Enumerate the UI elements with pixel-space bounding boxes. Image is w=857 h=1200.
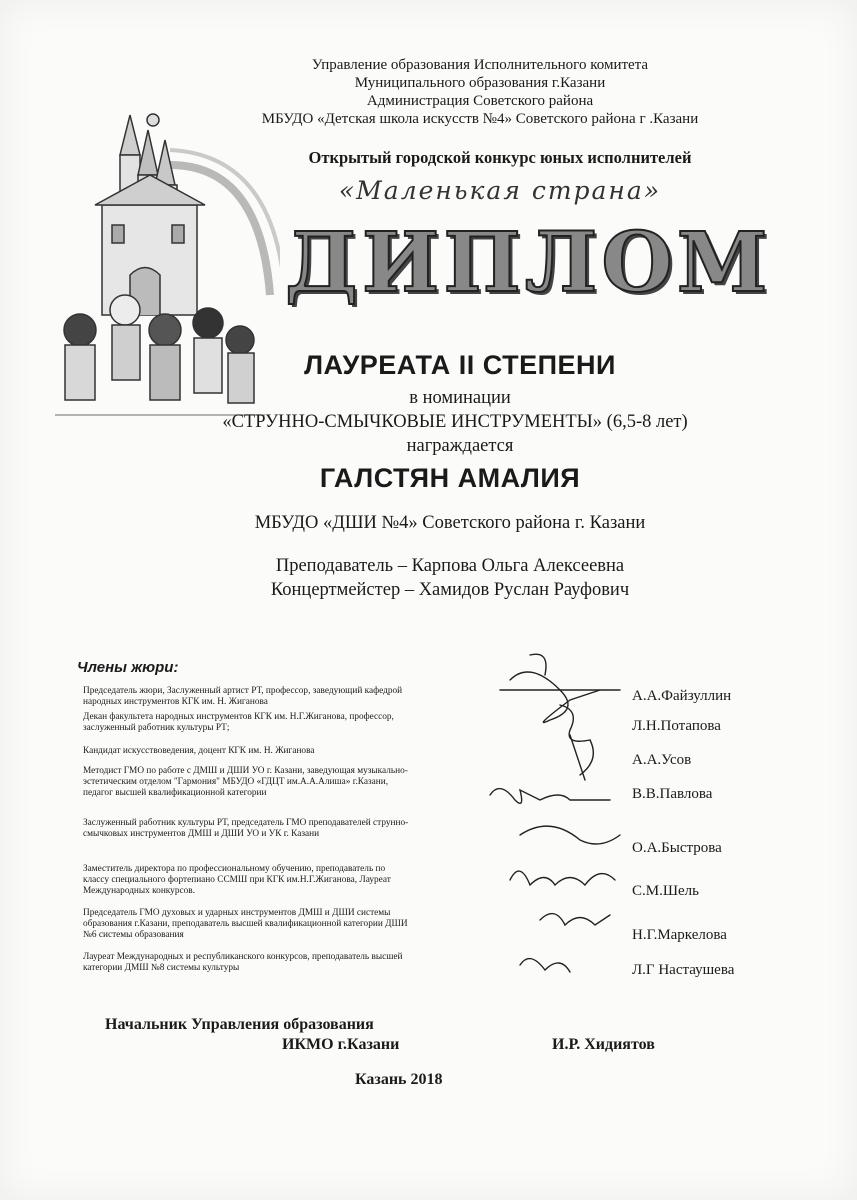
laureate-degree: ЛАУРЕАТА II СТЕПЕНИ <box>304 350 616 380</box>
castle-children-illustration <box>40 95 280 435</box>
jury-title: Члены жюри: <box>77 659 179 676</box>
jury-member-desc: Председатель ГМО духовых и ударных инструментов ДМШ и ДШИ системы образования г.Казани, преподаватель высшей квалификационной категории ДШИ №6 системы образования <box>83 908 408 940</box>
diploma-word: ДИПЛОМ <box>285 215 772 311</box>
winner-name: ГАЛСТЯН АМАЛИЯ <box>319 463 581 493</box>
jury-member-name: Н.Г.Маркелова <box>632 927 727 943</box>
awarded-label: награждается <box>406 436 514 456</box>
jury-member-desc: Заслуженный работник культуры РТ, председатель ГМО преподавателей струнно-смычковых инструментов ДМШ и ДШИ УО и УК г. Казани <box>83 818 409 839</box>
header-line-3: Администрация Советского района <box>366 93 594 109</box>
accompanist: Концертмейстер – Хамидов Руслан Рауфович <box>270 580 630 600</box>
jury-member-desc: Заместитель директора по профессиональному обучению, преподаватель по классу специального фортепиано ССМШ при КГК им.Н.Г.Жиганова, Лауреат Международных конкурсов. <box>83 864 391 896</box>
contest-title: Открытый городской конкурс юных исполнителей <box>308 148 692 167</box>
header-line-1: Управление образования Исполнительного комитета <box>311 57 649 73</box>
nomination: «СТРУННО-СМЫЧКОВЫЕ ИНСТРУМЕНТЫ» (6,5-8 лет) <box>222 412 688 432</box>
header-line-2: Муниципального образования г.Казани <box>354 75 606 91</box>
jury-member-name: В.В.Павлова <box>632 786 713 802</box>
jury-member-desc: Методист ГМО по работе с ДМШ и ДШИ УО г. Казани, заведующая музыкально-эстетическим отделом "Гармония" МБУДО «ГДЦТ им.А.А.Алиша» г.Казани, педагог высшей квалификационной категории <box>83 766 408 798</box>
school-name: МБУДО «ДШИ №4» Советского района г. Казани <box>254 513 646 533</box>
head-title-line-1: Начальник Управления образования <box>105 1016 374 1033</box>
jury-member-name: Л.Н.Потапова <box>632 718 721 734</box>
jury-member-name: С.М.Шель <box>632 883 699 899</box>
head-title-line-2: ИКМО г.Казани <box>282 1036 400 1053</box>
city-year: Казань 2018 <box>355 1071 443 1088</box>
jury-member-desc: Лауреат Международных и республиканского конкурсов, преподаватель высшей категории ДМШ №8 системы культуры <box>83 952 403 973</box>
jury-member-desc: Декан факультета народных инструментов КГК им. Н.Г.Жиганова, профессор, заслуженный работник культуры РТ; <box>83 712 394 733</box>
teacher: Преподаватель – Карпова Ольга Алексеевна <box>275 556 625 576</box>
contest-name: «Маленькая страна» <box>338 176 662 205</box>
jury-member-name: А.А.Файзуллин <box>632 688 732 704</box>
jury-member-desc: Кандидат искусствоведения, доцент КГК им. Н. Жиганова <box>83 746 315 756</box>
jury-member-name: О.А.Быстрова <box>632 840 722 856</box>
header-line-4: МБУДО «Детская школа искусств №4» Советского района г .Казани <box>261 111 699 127</box>
jury-member-name: А.А.Усов <box>632 752 692 768</box>
nomination-intro: в номинации <box>409 388 511 408</box>
jury-member-name: Л.Г Настаушева <box>632 962 735 978</box>
jury-signatures <box>470 650 630 990</box>
jury-member-desc: Председатель жюри, Заслуженный артист РТ, профессор, заведующий кафедрой народных инструментов КГК им. Н. Жиганова <box>83 686 403 707</box>
head-name: И.Р. Хидиятов <box>552 1036 655 1053</box>
